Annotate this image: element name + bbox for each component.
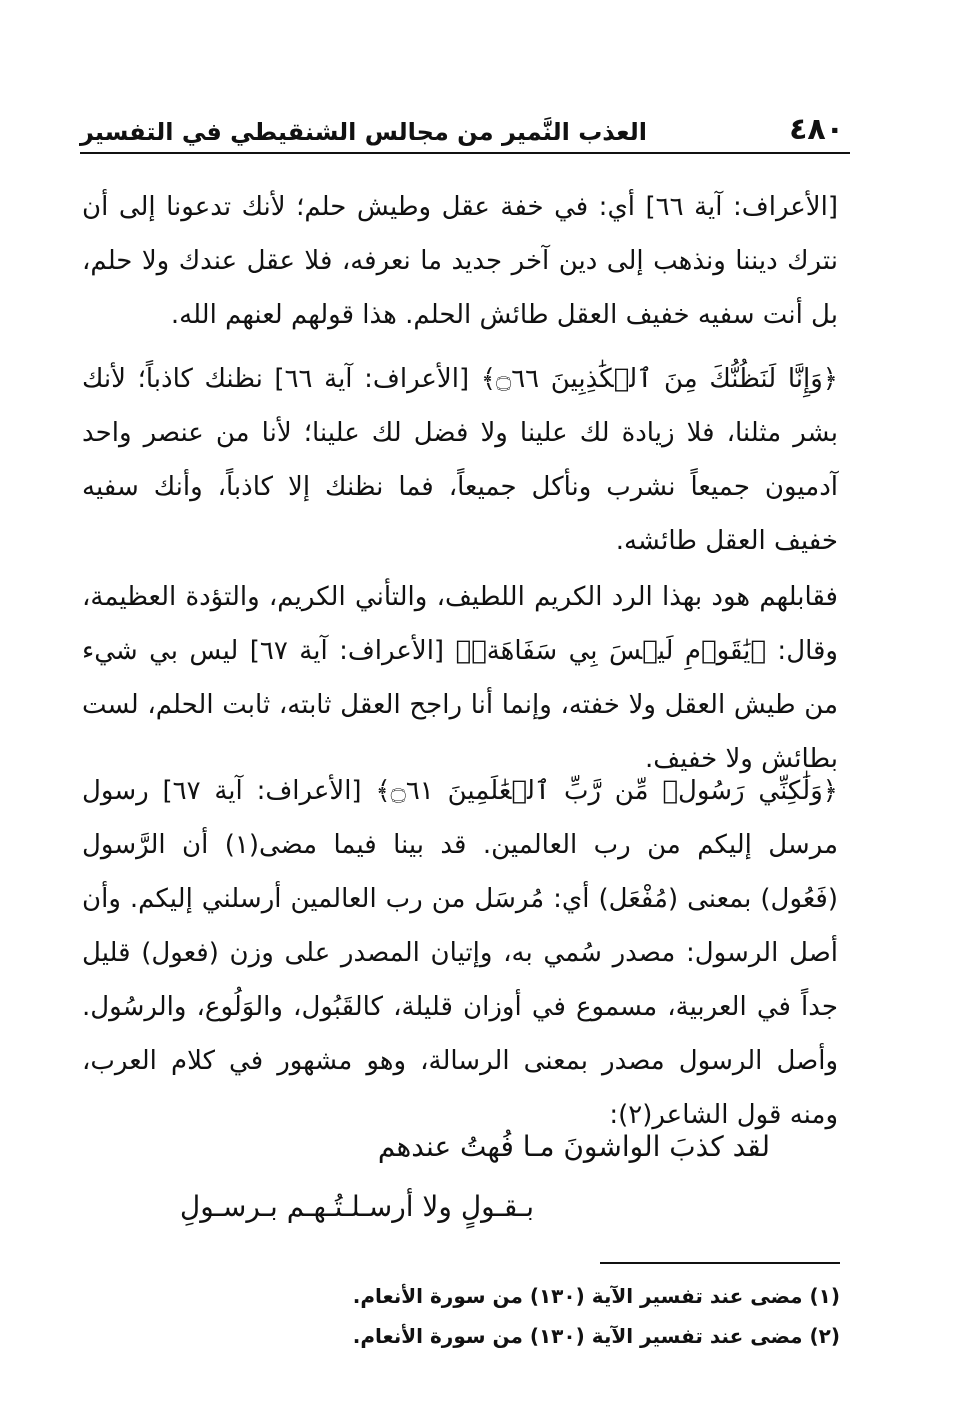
- page-number: ٤٨٠: [789, 112, 844, 147]
- footnote-separator: [600, 1262, 840, 1264]
- paragraph-4: ﴿وَلَٰكِنِّي رَسُولٞ مِّن رَّبِّ ٱلۡعَٰلَمِينَ ۝٦١﴾ [الأعراف: آية ٦٧] رسول مرسل إليكم من رب العالمين. قد بينا فيما مضى(١) أن الرَّسول (فَعُول) بمعنى (مُفْعَل) أي: مُرسَل من رب العالمين أرسلني إليكم. وأن أصل الرسول: مصدر سُمي به، وإتيان المصدر على وزن (فعول) قليل جداً في العربية، مسموع في أوزان قليلة، كالقَبُول، والوَلُوع، والرسُول. وأصل الرسول مصدر بمعنى الرسالة، وهو مشهور في كلام العرب، ومنه قول الشاعر(٢):: [82, 776, 838, 1130]
- poem-line-1: لقد كذبَ الواشونَ مـا فُهتُ عندهم: [377, 1130, 770, 1163]
- footnote-1: (١) مضى عند تفسير الآية (١٣٠) من سورة الأنعام.: [352, 1284, 840, 1308]
- footnote-2: (٢) مضى عند تفسير الآية (١٣٠) من سورة الأنعام.: [352, 1324, 840, 1348]
- paragraph-3: فقابلهم هود بهذا الرد الكريم اللطيف، والتأني الكريم، والتؤدة العظيمة، وقال: ﴿يَٰقَوۡمِ لَيۡسَ بِي سَفَاهَةٞ﴾ [الأعراف: آية ٦٧] ليس بي شيء من طيش العقل ولا خفته، وإنما أنا راجح العقل ثابته، ثابت الحلم، لست بطائش ولا خفيف.: [82, 582, 838, 774]
- paragraph-1: [الأعراف: آية ٦٦] أي: في خفة عقل وطيش حلم؛ لأنك تدعونا إلى أن نترك ديننا ونذهب إلى دين آخر جديد ما نعرفه، فلا عقل عندك ولا حلم، بل أنت سفيه خفيف العقل طائش الحلم. هذا قولهم لعنهم الله.: [82, 192, 838, 330]
- running-header: [80, 108, 850, 154]
- paragraph-2: ﴿وَإِنَّا لَنَظُنُّكَ مِنَ ٱلۡكَٰذِبِينَ ۝٦٦﴾ [الأعراف: آية ٦٦] نظنك كاذباً؛ لأنك بشر مثلنا، فلا زيادة لك علينا ولا فضل لك علينا؛ لأنا من عنصر واحد آدميون جميعاً نشرب ونأكل جميعاً، فما نظنك إلا كاذباً، وأنك سفيه خفيف العقل طائشه.: [82, 364, 838, 556]
- book-title: العذب النَّمير من مجالس الشنقيطي في التفسير: [80, 118, 647, 146]
- poem-line-2: بـقـولٍ ولا أرسـلـتُـهـم بـرسـولِ: [179, 1190, 534, 1223]
